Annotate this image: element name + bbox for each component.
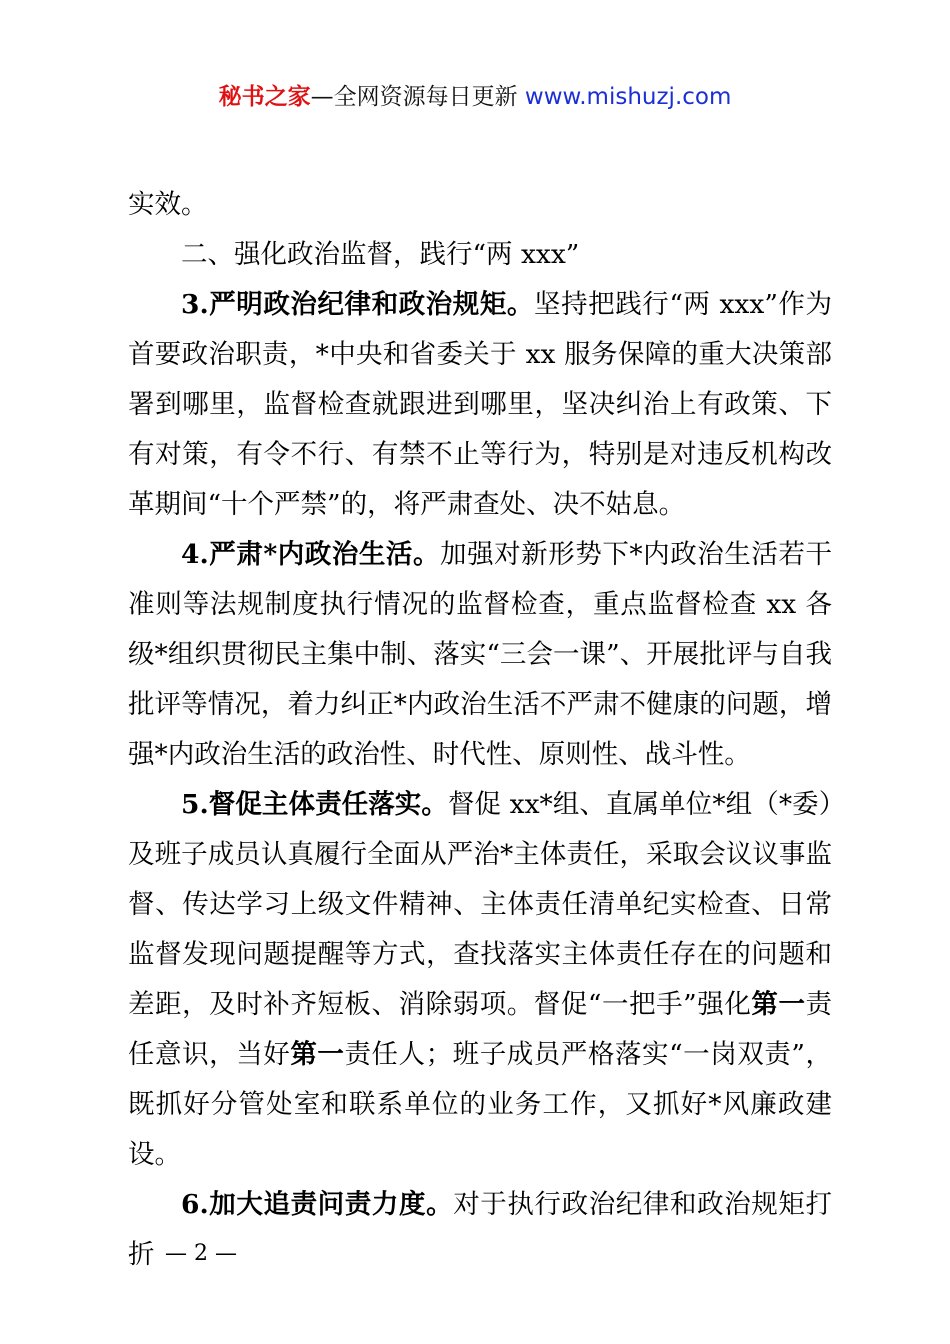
paragraph-4-text: 加强对新形势下*内政治生活若干准则等法规制度执行情况的监督检查，重点监督检查 xx 各级*组织贯彻民主集中制、落实“三会一课”、开展批评与自我批评等情况，着力纠正*内政治生活不严肃不健康的问题，增强*内政治生活的政治性、时代性、原则性、战斗性。 xyxy=(128,539,832,770)
paragraph-continuation: 实效。 xyxy=(128,189,208,220)
paragraph-3 xyxy=(128,280,832,530)
paragraph-4 xyxy=(128,530,832,780)
page-number: — 2 — xyxy=(165,1241,237,1266)
paragraph-5-bold-2: 第一 xyxy=(290,1039,345,1070)
paragraph-5-text-c: 责任人；班子成员严格落实“一岗双责”，既抓好分管处室和联系单位的业务工作，又抓好*风廉政建设。 xyxy=(128,1039,832,1170)
paragraph-3-title: 3.严明政治纪律和政治规矩。 xyxy=(181,289,534,320)
paragraph-4-title: 4.严肃*内政治生活。 xyxy=(181,539,441,570)
paragraph-5 xyxy=(128,780,832,1180)
paragraph-6-title: 6.加大追责问责力度。 xyxy=(181,1189,454,1220)
paragraph-3-text: 坚持把践行“两 xxx”作为首要政治职责，*中央和省委关于 xx 服务保障的重大决策部署到哪里，监督检查就跟进到哪里，坚决纠治上有政策、下有对策，有令不行、有禁不止等行为，特别是对违反机构改革期间“十个严禁”的，将严肃查处、决不姑息。 xyxy=(128,289,832,520)
paragraph-5-text-a: 督促 xx*组、直属单位*组（*委）及班子成员认真履行全面从严治*主体责任，采取会议议事监督、传达学习上级文件精神、主体责任清单纪实检查、日常监督发现问题提醒等方式，查找落实主体责任存在的问题和差距，及时补齐短板、消除弱项。督促“一把手”强化 xyxy=(128,789,832,1020)
site-slogan: —全网资源每日更新 xyxy=(310,84,525,110)
paragraph-5-bold-1: 第一 xyxy=(751,989,806,1020)
paragraph-5-text-b: 责任意识，当好 xyxy=(128,989,832,1070)
section-heading: 二、强化政治监督，践行“两 xxx” xyxy=(181,239,580,270)
paragraph-6-text: 对于执行政治纪律和政治规矩打折 xyxy=(128,1189,833,1270)
paragraph-5-title: 5.督促主体责任落实。 xyxy=(181,789,448,820)
site-url-link[interactable]: www.mishuzj.com xyxy=(524,84,732,110)
site-banner xyxy=(0,80,950,114)
site-name: 秘书之家 xyxy=(218,84,311,110)
document-body xyxy=(128,180,832,1280)
